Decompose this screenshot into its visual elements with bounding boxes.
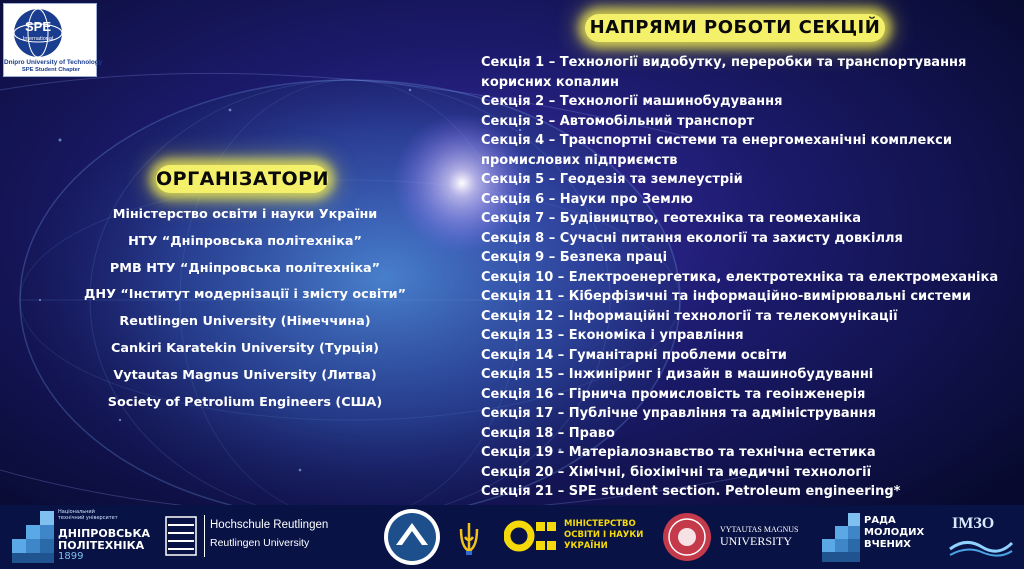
organizer-item: ДНУ “Інститут модернізації і змісту освіти” [83,287,407,303]
section-item: Секція 9 – Безпека праці [481,250,668,265]
section-item: Секція 19 – Матеріалознавство та технічна естетика [481,445,876,460]
dp-small-text: Національний технічний університет [58,509,118,521]
rmv-cubes-icon [820,511,862,565]
imzo-name: ІМЗО [952,515,995,532]
section-item: Секція 21 – SPE student section. Petroleum engineering* [481,484,901,499]
section-item: Секція 3 – Автомобільний транспорт [481,113,755,129]
reutlingen-name: Hochschule Reutlingen [210,519,329,531]
section-item: Секція 2 – Технології машинобудування [481,94,783,109]
reutlingen-sub: Reutlingen University [210,537,310,549]
section-item: Секція 15 – Інжиніринг і дизайн в машинобудуванні [481,367,874,382]
organizer-item: НТУ “Дніпровська політехніка” [128,233,362,249]
section-item: Секція 8 – Сучасні питання екології та захисту довкілля [481,230,903,246]
ministry-line1: МІНІСТЕРСТВО [564,519,636,529]
section-item: Секція 10 – Електроенергетика, електротехніка та електромеханіка [481,269,999,285]
vytautas-magnus-logo [716,505,812,569]
dnipro-polytechnic-logo [10,505,160,569]
rmv-line1: РАДА [864,515,896,526]
organizer-item: РМВ НТУ “Дніпровська політехніка” [109,260,381,276]
rmv-line3: ВЧЕНИХ [864,539,911,550]
spe-logo-sub: International [22,36,54,42]
ministry-mark-icon [504,519,558,553]
spe-globe-icon [12,7,70,59]
section-item: Секція 12 – Інформаційні технології та телекомунікації [481,308,898,324]
vmu-line1: VYTAUTAS MAGNUS [720,525,799,534]
organizers-list [70,202,420,416]
ukraine-trident-icon [457,521,481,557]
sections-list [481,53,1021,502]
ministry-education-logo [500,505,650,569]
section-item: Секція 5 – Геодезія та землеустрій [481,172,743,187]
spe-logo-line1: Dnipro University of Technology [4,59,103,66]
dp-cubes-icon [10,509,56,565]
rmv-line2: МОЛОДИХ [864,527,925,538]
section-item: Секція 14 – Гуманітарні проблеми освіти [481,347,787,363]
organizer-item: Vytautas Magnus University (Литва) [113,367,377,383]
organizer-item: Reutlingen University (Німеччина) [119,314,371,330]
cankiri-karatekin-logo [380,505,450,569]
reutlingen-crest-icon [164,515,200,559]
section-item: Секція 16 – Гірнича промисловість та геоінженерія [481,386,866,402]
section-item: Секція 20 – Хімічні, біохімічні та медичні технології [481,464,872,480]
organizers-title: ОРГАНІЗАТОРИ [156,165,328,193]
spe-logo-line2: SPE Student Chapter [21,67,81,73]
university-seal-icon [662,509,712,565]
section-item: Секція 1 – Технології видобутку, переробки та транспортування корисних копалин [481,55,967,90]
organizer-item: Міністерство освіти і науки України [112,207,378,222]
imzo-logo [944,505,1020,569]
section-item: Секція 18 – Право [481,425,615,441]
section-item: Секція 7 – Будівництво, геотехніка та геомеханіка [481,211,862,226]
young-scientists-council-logo [820,505,930,569]
section-item: Секція 17 – Публічне управління та адміністрування [481,406,876,421]
section-item: Секція 4 – Транспортні системи та енергомеханічні комплекси промислових підприємств [481,133,952,168]
ministry-line2: ОСВІТИ І НАУКИ [564,530,644,540]
spe-logo-name: SPE [24,19,52,34]
cankiri-seal-icon [382,507,442,567]
organizer-item: Cankiri Karatekin University (Турція) [110,340,380,356]
organizer-item: Society of Petrolium Engineers (США) [107,394,383,410]
ministry-line3: УКРАЇНИ [564,541,608,551]
section-item: Секція 6 – Науки про Землю [481,191,693,207]
section-item: Секція 13 – Економіка і управління [481,328,744,343]
spe-chapter-logo [3,3,103,77]
sections-title: НАПРЯМИ РОБОТИ СЕКЦІЙ [585,14,885,42]
partner-logos-bar [0,505,1024,569]
dp-year: 1899 [58,551,84,562]
dp-name-line2: ПОЛІТЕХНІКА [58,539,145,552]
dp-name-line1: ДНІПРОВСЬКА [58,527,151,540]
imzo-wave-icon [948,535,1014,559]
vmu-line2: UNIVERSITY [720,534,792,548]
section-item: Секція 11 – Кіберфізичні та інформаційно-вимірювальні системи [481,289,971,304]
reutlingen-logo [164,505,374,569]
